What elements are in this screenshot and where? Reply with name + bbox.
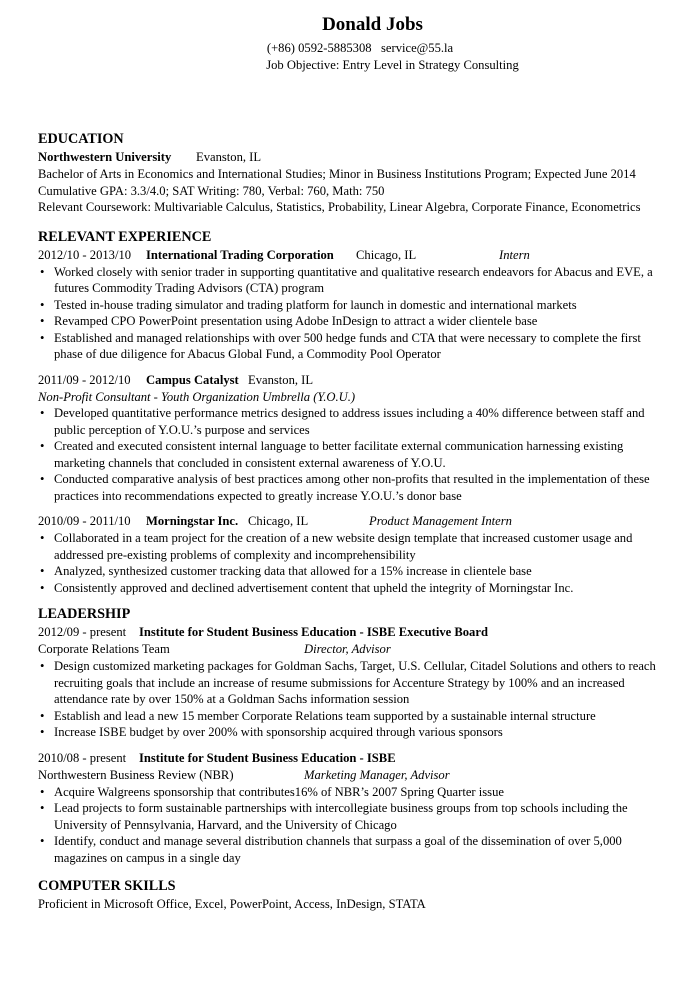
entry-subhead bbox=[38, 767, 660, 784]
list-item: • Design customized marketing packages for Goldman Sachs, Target, U.S. Cellular, Citadel Solutions and others to reach recruiting goals that include an increase of resume submissions for Accenture Strategy by 100% and an increased attendance rate by over 150% at a Goldman Sachs information session bbox=[38, 658, 660, 708]
list-item: • Revamped CPO PowerPoint presentation using Adobe InDesign to attract a wider clientele base bbox=[38, 313, 660, 330]
entry-location: Chicago, IL bbox=[356, 247, 417, 262]
list-item: • Established and managed relationships with over 500 hedge funds and CTA that were necessary to complete the first phase of due diligence for Abacus Global Fund, a Commodity Pool Operator bbox=[38, 330, 660, 363]
entry-head bbox=[38, 750, 660, 767]
entry-head bbox=[38, 624, 660, 641]
entry-team: Northwestern Business Review (NBR) bbox=[38, 767, 234, 782]
experience-entry bbox=[38, 372, 660, 505]
list-item: • Developed quantitative performance metrics designed to address issues including a 40% difference between staff and public perception of Y.O.U.’s purpose and services bbox=[38, 405, 660, 438]
entry-bullets bbox=[38, 658, 660, 741]
skills-line: Proficient in Microsoft Office, Excel, PowerPoint, Access, InDesign, STATA bbox=[38, 897, 426, 911]
list-item: • Tested in-house trading simulator and trading platform for launch in domestic and international markets bbox=[38, 297, 660, 314]
entry-head bbox=[38, 372, 660, 389]
section-title-skills: COMPUTER SKILLS bbox=[38, 878, 176, 894]
entry-location: Evanston, IL bbox=[248, 372, 314, 387]
list-item: • Acquire Walgreens sponsorship that contributes16% of NBR’s 2007 Spring Quarter issue bbox=[38, 784, 660, 801]
entry-role: Intern bbox=[499, 247, 530, 262]
entry-dates: 2010/08 - present bbox=[38, 750, 127, 765]
entry-bullets bbox=[38, 405, 660, 504]
school-location: Evanston, IL bbox=[196, 150, 262, 164]
list-item: • Increase ISBE budget by over 200% with sponsorship acquired through various sponsors bbox=[38, 724, 660, 741]
list-item: • Analyzed, synthesized customer tracking data that allowed for a 15% increase in clientele base bbox=[38, 563, 660, 580]
entry-location: Chicago, IL bbox=[248, 514, 309, 528]
entry-dates: 2012/09 - present bbox=[38, 625, 127, 639]
experience-entry bbox=[38, 247, 660, 363]
section-title-education: EDUCATION bbox=[38, 131, 124, 147]
candidate-name: Donald Jobs bbox=[322, 14, 423, 35]
education-head bbox=[38, 149, 660, 166]
entry-role: Marketing Manager, Advisor bbox=[304, 767, 450, 782]
entry-org: International Trading Corporation bbox=[146, 247, 334, 262]
coursework-line: Relevant Coursework: Multivariable Calculus, Statistics, Probability, Linear Algebra, Corporate Finance, Econometrics bbox=[38, 200, 641, 214]
entry-dates: 2012/10 - 2013/10 bbox=[38, 247, 132, 262]
resume-page bbox=[0, 10, 700, 1000]
school-name: Northwestern University bbox=[38, 150, 172, 164]
education-section bbox=[38, 129, 660, 216]
resume-body bbox=[38, 129, 660, 920]
contact-info: (+86) 0592-5885308 service@55.la bbox=[266, 41, 454, 55]
entry-dates: 2010/09 - 2011/10 bbox=[38, 514, 131, 528]
entry-dates: 2011/09 - 2012/10 bbox=[38, 372, 131, 387]
entry-org: Campus Catalyst bbox=[146, 372, 239, 387]
list-item: • Lead projects to form sustainable partnerships with intercollegiate business groups from top schools including the University of Pennsylvania, Harvard, and the University of Chicago bbox=[38, 800, 660, 833]
entry-org: Morningstar Inc. bbox=[146, 514, 239, 528]
list-item: • Establish and lead a new 15 member Corporate Relations team supported by a sustainable internal structure bbox=[38, 708, 660, 725]
entry-role: Product Management Intern bbox=[369, 514, 512, 528]
entry-head bbox=[38, 513, 660, 530]
entry-head bbox=[38, 247, 660, 264]
list-item: • Consistently approved and declined advertisement content that upheld the integrity of Morningstar Inc. bbox=[38, 580, 660, 597]
entry-subhead bbox=[38, 641, 660, 658]
degree-line: Bachelor of Arts in Economics and International Studies; Minor in Business Institutions Program; Expected June 2014 bbox=[38, 167, 636, 181]
section-title-experience: RELEVANT EXPERIENCE bbox=[38, 228, 212, 245]
job-objective: Job Objective: Entry Level in Strategy Consulting bbox=[266, 58, 519, 72]
list-item: • Conducted comparative analysis of best practices among other non-profits that resulted in the implementation of these practices into recommendations expected to greatly increase Y.O.U.’s donor base bbox=[38, 471, 660, 504]
entry-bullets bbox=[38, 784, 660, 867]
leadership-entry bbox=[38, 750, 660, 867]
entry-team: Corporate Relations Team bbox=[38, 642, 170, 656]
experience-section bbox=[38, 227, 660, 597]
entry-bullets bbox=[38, 264, 660, 363]
list-item: • Collaborated in a team project for the creation of a new website design template that increased customer usage and addressed pre-existing problems of complexity and incomprehensibility bbox=[38, 530, 660, 563]
entry-bullets bbox=[38, 530, 660, 596]
resume-header bbox=[0, 10, 700, 74]
section-title-leadership: LEADERSHIP bbox=[38, 606, 131, 622]
list-item: • Worked closely with senior trader in supporting quantitative and qualitative research endeavors for Abacus and EVE, a futures Commodity Trading Advisors (CTA) program bbox=[38, 264, 660, 297]
leadership-section bbox=[38, 604, 660, 866]
entry-org: Institute for Student Business Education - ISBE Executive Board bbox=[139, 625, 488, 639]
skills-section bbox=[38, 876, 660, 913]
entry-role: Director, Advisor bbox=[304, 642, 391, 656]
list-item: • Identify, conduct and manage several distribution channels that surpass a goal of the dissemination of over 5,000 magazines on campus in a single day bbox=[38, 833, 660, 866]
entry-org: Institute for Student Business Education - ISBE bbox=[139, 750, 396, 765]
leadership-entry bbox=[38, 624, 660, 741]
entry-subtitle: Non-Profit Consultant - Youth Organization Umbrella (Y.O.U.) bbox=[38, 389, 356, 404]
list-item: • Created and executed consistent internal language to better facilitate external communication harnessing existing marketing channels that concluded in consistent external awareness of Y.O.U. bbox=[38, 438, 660, 471]
gpa-line: Cumulative GPA: 3.3/4.0; SAT Writing: 780, Verbal: 760, Math: 750 bbox=[38, 183, 385, 198]
experience-entry bbox=[38, 513, 660, 596]
